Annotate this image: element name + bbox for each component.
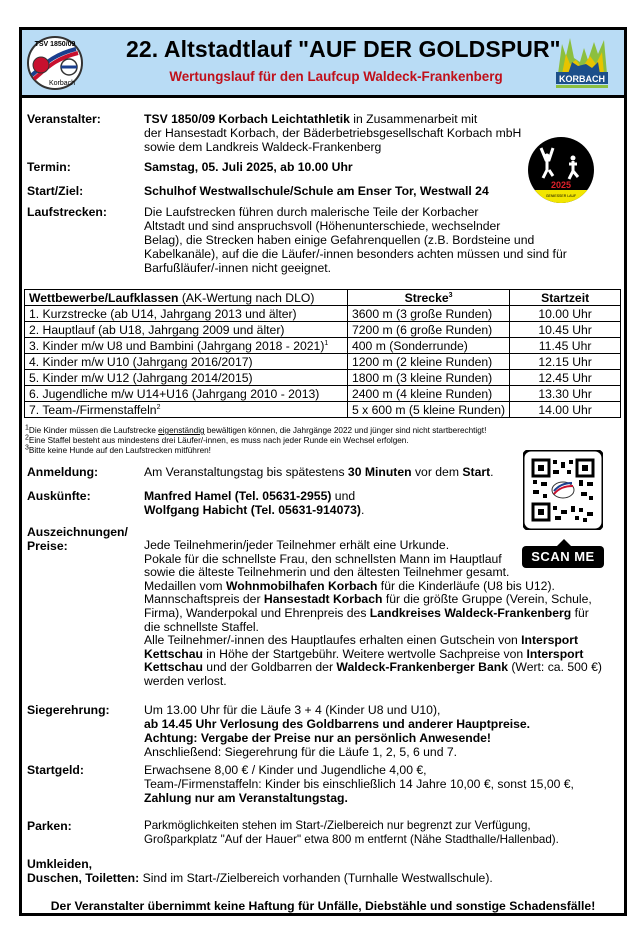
facilities-label-line2: Duschen, Toiletten:: [27, 871, 140, 885]
footnote-ref: 1: [324, 339, 329, 347]
start-ziel-label: Start/Ziel:: [27, 184, 84, 198]
footnote-number: 3: [25, 444, 29, 452]
race-name-text: 1. Kurzstrecke (ab U14, Jahrgang 2013 und älter): [29, 306, 297, 321]
organizer-name: TSV 1850/09 Korbach Leichtathletik: [144, 112, 350, 126]
termin-value: Samstag, 05. Juli 2025, ab 10.00 Uhr: [144, 160, 353, 174]
tsv-club-logo-icon: [26, 35, 84, 91]
sponsor-name: Kettschau: [144, 660, 203, 675]
anmeldung-bold: 30 Minuten: [347, 465, 412, 479]
sponsor-name: Waldeck-Frankenberger Bank: [336, 660, 508, 675]
parken-label: Parken:: [27, 819, 72, 833]
race-time: 10.45 Uhr: [510, 322, 621, 338]
race-name: [25, 354, 348, 370]
table-row: [25, 322, 621, 338]
footnote-1: [25, 426, 486, 436]
svg-text:TSV 1850/09: TSV 1850/09: [34, 41, 76, 48]
race-time: 13.30 Uhr: [510, 386, 621, 402]
awards-text: für die größte Gruppe (Verein, Schule,: [382, 592, 592, 607]
qr-code-icon[interactable]: [523, 450, 603, 530]
header-banner: [22, 30, 624, 98]
awards-line: sowie die älteste Teilnehmerin und den ältesten Teilnehmer gesamt.: [144, 565, 510, 580]
header-competitions-rest: (AK-Wertung nach DLO): [178, 290, 315, 305]
header-competitions: [25, 290, 348, 306]
auskuenfte-label: Auskünfte:: [27, 489, 91, 503]
footnote-ref: 3: [448, 291, 453, 299]
race-name: [25, 306, 348, 322]
race-name-text: 6. Jugendliche m/w U14+U16 (Jahrgang 2010 - 2013): [29, 386, 320, 401]
race-distance: 400 m (Sonderrunde): [348, 338, 510, 354]
awards-label-line2: Preise:: [27, 539, 68, 553]
race-time: 12.15 Uhr: [510, 354, 621, 370]
veranstalter-value: [144, 112, 521, 154]
footnote-text: Die Kinder müssen die Laufstrecke: [28, 426, 159, 435]
table-row: [25, 354, 621, 370]
footnote-number: 2: [25, 434, 29, 442]
contact-text: und: [331, 489, 356, 503]
flyer-frame: [19, 27, 627, 916]
race-name: [25, 402, 348, 418]
table-row: [25, 370, 621, 386]
svg-text:Korbach: Korbach: [48, 80, 76, 87]
anmeldung-text: vor dem: [411, 465, 463, 479]
awards-line: die schnellste Staffel.: [144, 619, 259, 634]
facilities-label-line1: Umkleiden,: [27, 857, 93, 871]
race-name: [25, 386, 348, 402]
runners-badge-icon: [527, 136, 595, 204]
race-name: [25, 370, 348, 386]
anmeldung-text: .: [490, 465, 494, 479]
sponsor-name: Kettschau: [144, 646, 203, 661]
course-line: Belag), die Strecken haben einige Gefahrenquellen (z.B. Bordsteine und: [144, 233, 535, 247]
laufstrecken-label: Laufstrecken:: [27, 205, 107, 219]
race-name-text: 5. Kinder m/w U12 (Jahrgang 2014/2015): [29, 370, 253, 385]
table-row: [25, 402, 621, 418]
awards-line: Pokale für die schnellste Frau, den schnellsten Mann im Hauptlauf: [144, 551, 502, 566]
svg-text:KORBACH: KORBACH: [559, 74, 605, 84]
svg-text:GENIESSER LAUF: GENIESSER LAUF: [545, 194, 577, 198]
course-line: Altstadt und sind anspruchsvoll (Höhenunterschiede, wechselnder: [144, 219, 501, 233]
sponsor-name: Hansestadt Korbach: [263, 592, 383, 607]
awards-text: für die Kinderläufe (U8 bis U12).: [377, 578, 555, 593]
course-line: Kabelkanäle), auf die die Läufer/-innen besonders achten müssen und sind für: [144, 247, 567, 261]
footnote-ref: 2: [156, 403, 161, 411]
start-ziel-value: Schulhof Westwallschule/Schule am Enser Tor, Westwall 24: [144, 184, 489, 198]
liability-disclaimer: Der Veranstalter übernimmt keine Haftung für Unfälle, Diebstähle und sonstige Schadensfälle!: [50, 899, 596, 913]
scan-me-label: SCAN ME: [522, 546, 604, 568]
awards-text: und der Goldbarren der: [202, 660, 337, 675]
siegerehrung-value: [144, 703, 530, 759]
korbach-city-logo-icon: [552, 34, 612, 92]
parking-line: Großparkplatz "Auf der Hauer" etwa 800 m entfernt (Nähe Stadthalle/Hallenbad).: [144, 833, 559, 846]
header-starttime: Startzeit: [510, 290, 621, 306]
facilities-value: Sind im Start-/Zielbereich vorhanden (Turnhalle Westwallschule).: [139, 871, 493, 885]
race-distance: 3600 m (3 große Runden): [348, 306, 510, 322]
footnote-2: [25, 436, 409, 446]
anmeldung-text: Am Veranstaltungstag bis spätestens: [144, 465, 348, 479]
race-distance: 2400 m (4 kleine Runden): [348, 386, 510, 402]
header-distance-text: Strecke: [404, 290, 449, 305]
race-name: [25, 322, 348, 338]
race-time: 11.45 Uhr: [510, 338, 621, 354]
page-title: 22. Altstadtlauf "AUF DER GOLDSPUR": [126, 36, 561, 62]
contact-1: Manfred Hamel (Tel. 05631-2955): [144, 489, 332, 503]
footnote-underlined: eigenständig: [158, 426, 205, 435]
contact-text: .: [360, 503, 365, 517]
ceremony-line: Anschließend: Siegerehrung für die Läufe 1, 2, 5, 6 und 7.: [144, 745, 458, 759]
sponsor-name: Intersport: [521, 633, 579, 648]
laufstrecken-value: [144, 205, 567, 275]
fee-line: Team-/Firmenstaffeln: Kinder bis einschließlich 14 Jahre 10,00 €, sonst 15,00 €,: [144, 777, 574, 791]
parken-value: [144, 819, 559, 847]
startgeld-label: Startgeld:: [27, 763, 84, 777]
startgeld-value: [144, 763, 574, 805]
awards-text: für: [571, 605, 589, 620]
fee-payment-note: Zahlung nur am Veranstaltungstag.: [144, 791, 348, 805]
footnote-3: [25, 446, 211, 456]
umkleiden-label: [27, 857, 493, 885]
organizer-line2: der Hansestadt Korbach, der Bäderbetriebsgesellschaft Korbach mbH: [144, 126, 522, 140]
header-distance: [348, 290, 510, 306]
footnote-text: bewältigen können, die Jahrgänge 2022 und jünger sind nicht startberechtigt!: [204, 426, 487, 435]
table-row: [25, 386, 621, 402]
table-row: [25, 338, 621, 354]
organizer-line3: sowie dem Landkreis Waldeck-Frankenberg: [144, 140, 382, 154]
sponsor-name: Wohnmobilhafen Korbach: [225, 578, 378, 593]
page-subtitle: Wertungslauf für den Laufcup Waldeck-Frankenberg: [169, 69, 503, 84]
table-header-row: [25, 290, 621, 306]
auskuenfte-value: [144, 489, 364, 517]
anmeldung-bold: Start: [462, 465, 491, 479]
ceremony-line: ab 14.45 Uhr Verlosung des Goldbarrens und anderer Hauptpreise.: [144, 717, 531, 731]
svg-text:2025: 2025: [550, 180, 572, 190]
footnote-text: Bitte keine Hunde auf den Laufstrecken mitführen!: [28, 446, 211, 455]
race-name: [25, 338, 348, 354]
race-name-text: 3. Kinder m/w U8 und Bambini (Jahrgang 2018 - 2021): [29, 338, 325, 353]
table-row: [25, 306, 621, 322]
awards-text: Medaillen vom: [144, 578, 226, 593]
race-name-text: 2. Hauptlauf (ab U18, Jahrgang 2009 und älter): [29, 322, 285, 337]
ceremony-warning: Achtung: Vergabe der Preise nur an persönlich Anwesende!: [144, 731, 491, 745]
sponsor-name: Landkreises Waldeck-Frankenberg: [369, 605, 572, 620]
awards-line: werden verlost.: [144, 673, 227, 688]
contact-2: Wolfgang Habicht (Tel. 05631-914073): [144, 503, 361, 517]
course-line: Barfußläufer/-innen nicht geeignet.: [144, 261, 331, 275]
race-name-text: 4. Kinder m/w U10 (Jahrgang 2016/2017): [29, 354, 253, 369]
awards-text: Alle Teilnehmer/-innen des Hauptlaufes erhalten einen Gutschein von: [144, 633, 522, 648]
race-distance: 5 x 600 m (5 kleine Runden): [348, 402, 510, 418]
termin-label: Termin:: [27, 160, 71, 174]
veranstalter-label: Veranstalter:: [27, 112, 101, 126]
race-time: 12.45 Uhr: [510, 370, 621, 386]
awards-text: Mannschaftspreis der: [144, 592, 264, 607]
awards-text: in Höhe der Startgebühr. Weitere wertvolle Sachpreise von: [202, 646, 527, 661]
footnote-number: 1: [25, 424, 29, 432]
sponsor-name: Intersport: [526, 646, 584, 661]
anmeldung-label: Anmeldung:: [27, 465, 99, 479]
awards-text: (Wert: ca. 500 €): [507, 660, 602, 675]
race-distance: 1200 m (2 kleine Runden): [348, 354, 510, 370]
race-distance: 1800 m (3 kleine Runden): [348, 370, 510, 386]
auszeichnungen-label: [27, 525, 128, 553]
races-table: [24, 289, 621, 418]
ceremony-line: Um 13.00 Uhr für die Läufe 3 + 4 (Kinder U8 und U10),: [144, 703, 441, 717]
parking-line: Parkmöglichkeiten stehen im Start-/Zielbereich nur begrenzt zur Verfügung,: [144, 819, 531, 832]
footnote-text: Eine Staffel besteht aus mindestens drei Läufer/-innen, es muss nach jeder Runde ein Wechsel erfolgen.: [28, 436, 409, 445]
fee-line: Erwachsene 8,00 € / Kinder und Jugendliche 4,00 €,: [144, 763, 427, 777]
awards-line: Jede Teilnehmerin/jeder Teilnehmer erhält eine Urkunde.: [144, 538, 450, 552]
race-distance: 7200 m (6 große Runden): [348, 322, 510, 338]
header-competitions-bold: Wettbewerbe/Laufklassen: [29, 290, 179, 305]
race-time: 14.00 Uhr: [510, 402, 621, 418]
organizer-text: in Zusammenarbeit mit: [349, 112, 478, 126]
siegerehrung-label: Siegerehrung:: [27, 703, 110, 717]
race-name-text: 7. Team-/Firmenstaffeln: [29, 402, 157, 417]
preise-value: [144, 539, 602, 689]
race-time: 10.00 Uhr: [510, 306, 621, 322]
course-line: Die Laufstrecken führen durch malerische Teile der Korbacher: [144, 205, 479, 219]
awards-text: Firma), Wanderpokal und Ehrenpreis des: [144, 605, 370, 620]
awards-label-line1: Auszeichnungen/: [27, 525, 128, 539]
anmeldung-value: [144, 465, 494, 479]
